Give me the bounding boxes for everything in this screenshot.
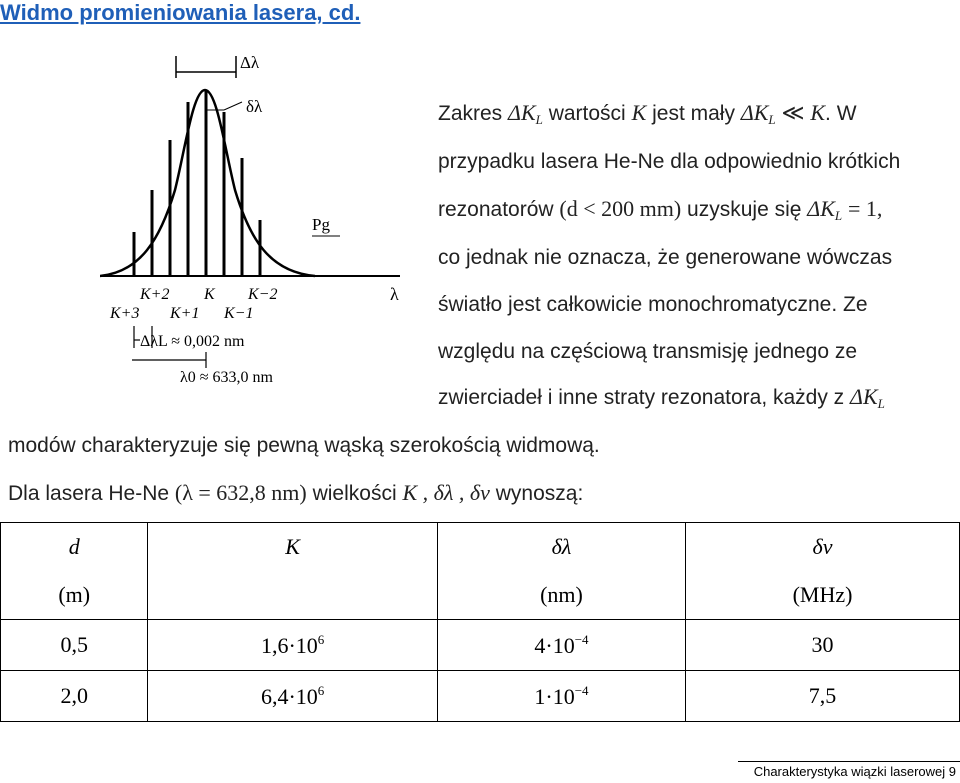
cell-d: 0,5 bbox=[1, 620, 148, 671]
unit-dv: (MHz) bbox=[686, 571, 960, 620]
delta-lambda-marker bbox=[176, 56, 236, 78]
text-line-5: światło jest całkowicie monochromatyczne. Ze bbox=[438, 293, 868, 316]
delta-lambda-label: Δλ bbox=[240, 53, 260, 72]
unit-d: (m) bbox=[1, 571, 148, 620]
text-line-8: modów charakteryzuje się pewną wąską szerokością widmową. bbox=[8, 434, 600, 457]
text-line-3: rezonatorów (d < 200 mm) uzyskuje się $\Delta K_L = 1$, bbox=[438, 196, 883, 223]
header-dv: δν bbox=[686, 523, 960, 572]
mode-label-k-plus-1: K+1 bbox=[170, 305, 200, 322]
mode-label-k-minus-2: K−2 bbox=[248, 286, 278, 303]
mode-label-k-plus-2: K+2 bbox=[140, 286, 170, 303]
cell-k: $1,6\cdot 10^6$ bbox=[148, 620, 437, 671]
mode-label-k: K bbox=[204, 286, 215, 303]
mode-label-k-plus-3: K+3 bbox=[110, 305, 140, 322]
text-line-9: Dla lasera He-Ne (λ = 632,8 nm) wielkości K , δλ , δν wynoszą: bbox=[8, 480, 584, 505]
table-units-row bbox=[1, 571, 960, 620]
cell-dv: 7,5 bbox=[686, 671, 960, 722]
cell-dl: $4\cdot 10^{-4}$ bbox=[437, 620, 685, 671]
header-dl: δλ bbox=[437, 523, 685, 572]
text-line-1: Zakres $\Delta K_L$ wartości K jest mały $\Delta K_L$ ≪ K. W bbox=[438, 100, 857, 127]
mode-label-k-minus-1: K−1 bbox=[224, 305, 254, 322]
mode-lines bbox=[134, 90, 260, 276]
pg-label: Pg bbox=[312, 215, 330, 234]
header-k: K bbox=[148, 523, 437, 572]
page-title: Widmo promieniowania lasera, cd. bbox=[0, 0, 361, 25]
delta-lambda-l-label: ΔλL ≈ 0,002 nm bbox=[140, 333, 245, 350]
laser-spectrum-diagram bbox=[100, 50, 430, 400]
text-line-2: przypadku lasera He-Ne dla odpowiednio krótkich bbox=[438, 150, 901, 173]
table-row bbox=[1, 671, 960, 722]
unit-k bbox=[148, 571, 437, 620]
footer-divider bbox=[738, 761, 960, 762]
results-table bbox=[0, 522, 960, 722]
cell-d: 2,0 bbox=[1, 671, 148, 722]
cell-dl: $1\cdot 10^{-4}$ bbox=[437, 671, 685, 722]
text-line-7: zwierciadeł i inne straty rezonatora, każdy z $\Delta K_L$ bbox=[438, 384, 885, 411]
table-row bbox=[1, 620, 960, 671]
lambda0-arrow bbox=[132, 352, 206, 368]
page-footer: Charakterystyka wiązki laserowej 9 bbox=[753, 764, 956, 779]
unit-dl: (nm) bbox=[437, 571, 685, 620]
table-header-row bbox=[1, 523, 960, 572]
text-line-4: co jednak nie oznacza, że generowane wówczas bbox=[438, 246, 893, 269]
cell-dv: 30 bbox=[686, 620, 960, 671]
lambda-axis-label: λ bbox=[390, 284, 399, 304]
small-delta-marker bbox=[206, 102, 242, 110]
lambda0-label: λ0 ≈ 633,0 nm bbox=[180, 369, 273, 386]
small-delta-lambda-label: δλ bbox=[246, 97, 263, 116]
text-line-6: względu na częściową transmisję jednego ze bbox=[438, 340, 858, 363]
header-d: d bbox=[1, 523, 148, 572]
cell-k: $6,4\cdot 10^6$ bbox=[148, 671, 437, 722]
